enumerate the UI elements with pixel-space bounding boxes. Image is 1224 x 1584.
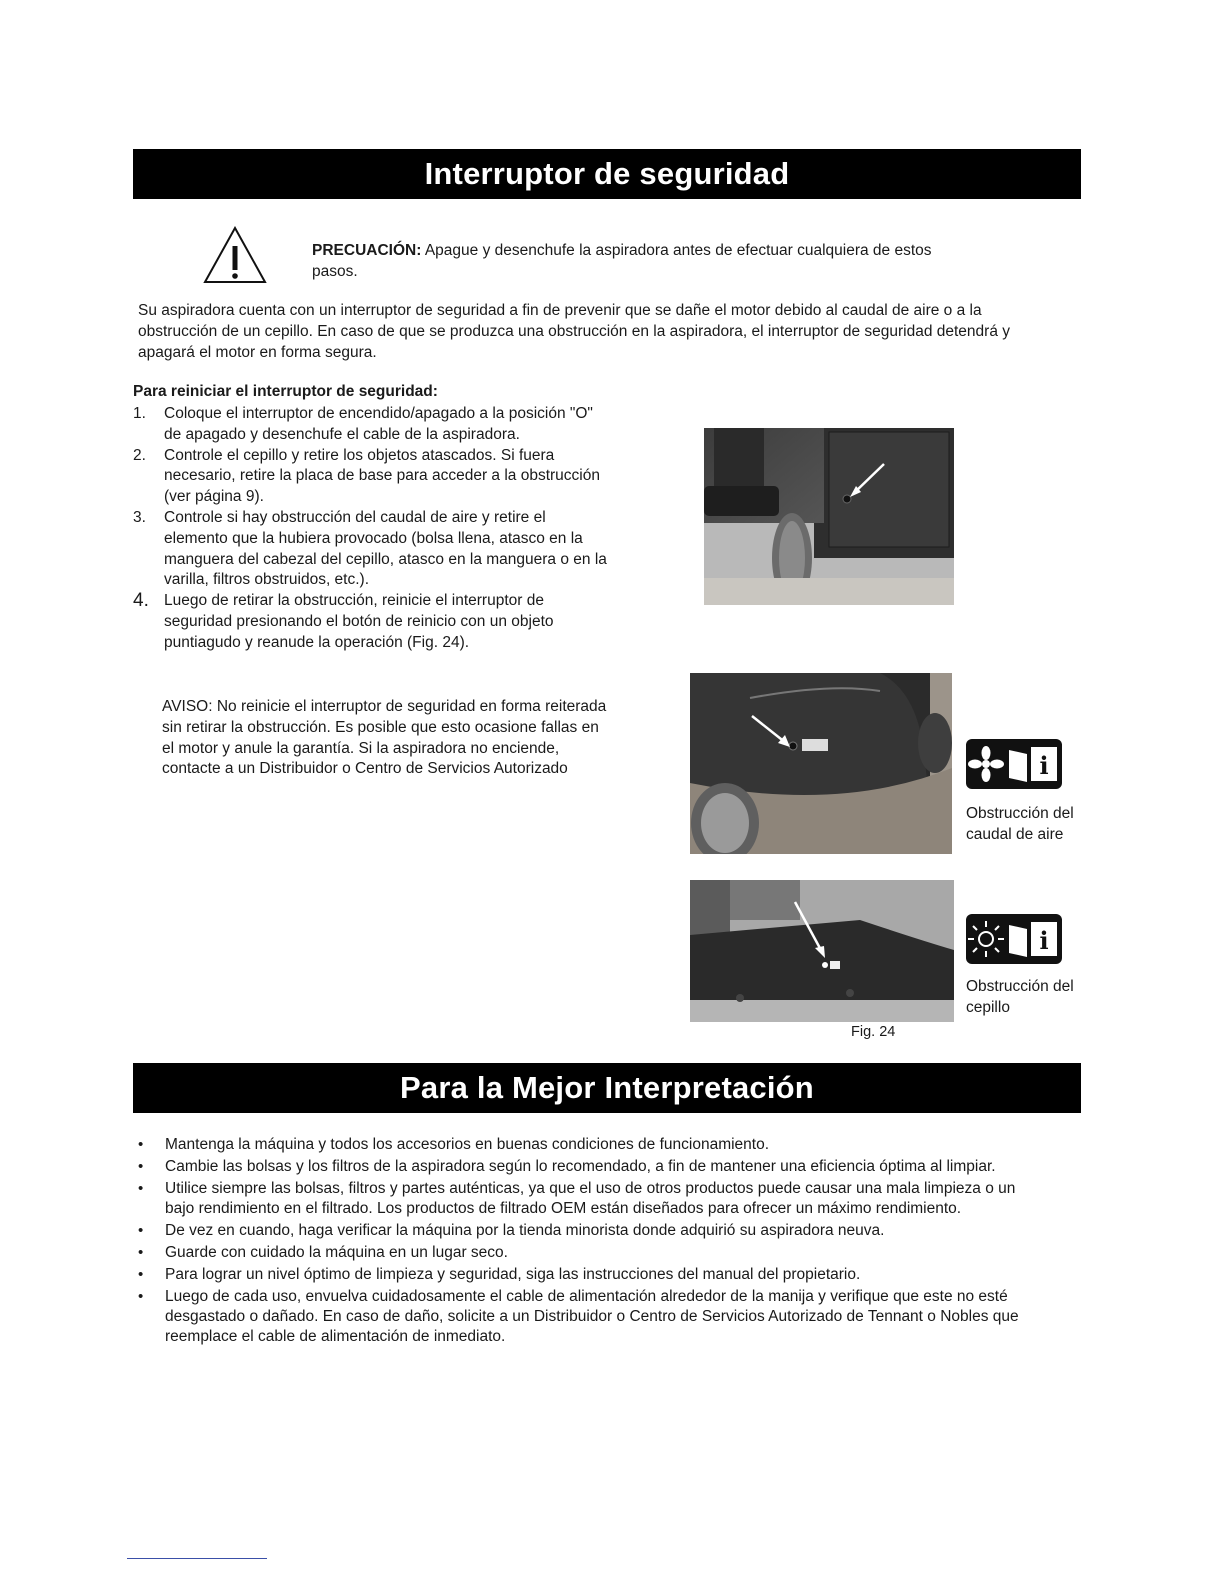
list-item: • De vez en cuando, haga verificar la máquina por la tienda minorista donde adquirió su aspiradora neuva. — [133, 1221, 1038, 1241]
vacuum-airflow-reset-photo — [690, 673, 952, 854]
list-item — [133, 446, 613, 508]
list-item: • Guarde con cuidado la máquina en un lugar seco. — [133, 1243, 1038, 1263]
section-title-safety-switch: Interruptor de seguridad — [133, 149, 1081, 199]
brush-head-reset-photo — [690, 880, 954, 1022]
list-item: • Utilice siempre las bolsas, filtros y partes auténticas, ya que el uso de otros productos puede causar una mala limpieza o un bajo rendimiento en el filtrado. Los productos de filtrado OEM están diseñados para ofrecer un máximo rendimiento. — [133, 1179, 1038, 1219]
warning-triangle-icon — [203, 226, 267, 284]
caution-text: Apague y desenchufe la aspiradora antes de efectuar cualquiera de estos pasos. — [312, 242, 932, 280]
step-number: 4. — [133, 590, 149, 612]
step-text: Controle si hay obstrucción del caudal de aire y retire el elemento que la hubiera provocado (bolsa llena, atasco en la manguera del cabezal del cepillo, atasco en la manguera o en la varilla, filtros obstruidos, etc.). — [164, 508, 607, 589]
step-text: Coloque el interruptor de encendido/apagado a la posición "O" de apagado y desenchufe el cable de la aspiradora. — [164, 405, 593, 443]
reset-steps-list — [133, 404, 613, 654]
list-item — [133, 404, 613, 446]
intro-paragraph: Su aspiradora cuenta con un interruptor de seguridad a fin de prevenir que se dañe el motor debido al caudal de aire o a la obstrucción de un cepillo. En caso de que se produzca una obstrucción en la aspiradora, el interruptor de seguridad detendrá y apagará el motor en forma segura. — [138, 302, 1010, 361]
list-item — [133, 508, 613, 591]
caution-label: PRECUACIÓN: — [312, 242, 422, 259]
notice-paragraph: AVISO: No reinicie el interruptor de seguridad en forma reiterada sin retirar la obstrucción. Es posible que esto ocasione fallas en el motor y anule la garantía. Si la aspiradora no enciende, contacte a un Distribuidor o Centro de Servicios Autorizado — [162, 698, 607, 778]
step-text: Controle el cepillo y retire los objetos atascados. Si fuera necesario, retire la placa de base para acceder a la obstrucción (ver página 9). — [164, 446, 600, 506]
list-item: • Luego de cada uso, envuelva cuidadosamente el cable de alimentación alrededor de la manija y verifique que este no esté desgastado o dañado. En caso de daño, solicite a un Distribuidor o Centro de Servicios Autorizado de Tennant o Nobles que reemplace el cable de alimentación de inmediato. — [133, 1287, 1038, 1347]
step-text: Luego de retirar la obstrucción, reinicie el interruptor de seguridad presionando el botón de reinicio con un objeto puntiagudo y reanude la operación (Fig. 24). — [164, 592, 554, 651]
section-title-best-performance: Para la Mejor Interpretación — [133, 1063, 1081, 1113]
step-number: 3. — [133, 508, 146, 526]
reset-steps-heading: Para reiniciar el interruptor de seguridad: — [133, 383, 438, 400]
footer-rule — [127, 1558, 267, 1559]
svg-text:i: i — [1039, 751, 1049, 780]
brush-obstruction-manual-icon — [965, 913, 1063, 965]
step-number: 2. — [133, 446, 146, 464]
caution-paragraph — [312, 240, 972, 282]
list-item — [133, 591, 613, 653]
list-item: • Mantenga la máquina y todos los accesorios en buenas condiciones de funcionamiento. — [133, 1135, 1038, 1155]
airflow-obstruction-manual-icon — [965, 738, 1063, 790]
figure-caption: Fig. 24 — [851, 1024, 896, 1040]
brush-obstruction-label: Obstrucción del cepillo — [966, 978, 1074, 1016]
list-item: • Para lograr un nivel óptimo de limpieza y seguridad, siga las instrucciones del manual del propietario. — [133, 1265, 1038, 1285]
svg-text:i: i — [1039, 926, 1049, 955]
list-item: • Cambie las bolsas y los filtros de la aspiradora según lo recomendado, a fin de mantener una eficiencia óptima al limpiar. — [133, 1157, 1038, 1177]
vacuum-reset-button-photo — [704, 428, 954, 605]
step-number: 1. — [133, 405, 146, 422]
airflow-obstruction-label: Obstrucción del caudal de aire — [966, 805, 1074, 843]
best-performance-list — [133, 1135, 1038, 1349]
